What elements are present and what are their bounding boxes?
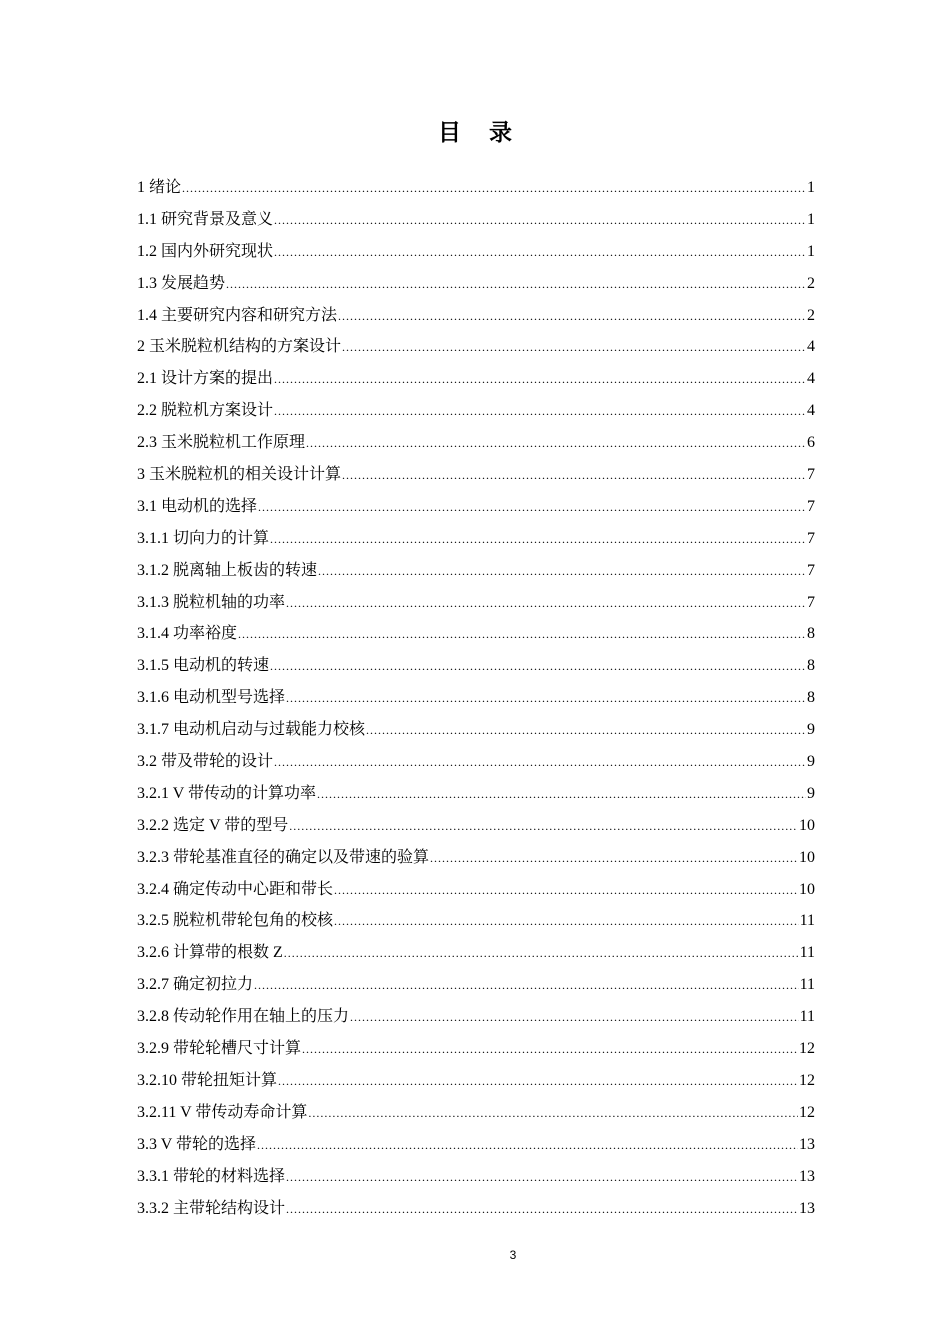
toc-entry-page: 9 [807, 753, 815, 771]
toc-leader-dots [430, 843, 798, 875]
toc-leader-dots [226, 269, 806, 301]
toc-entry[interactable] [137, 810, 815, 842]
toc-entry-page: 13 [799, 1167, 815, 1185]
toc-entry[interactable] [137, 937, 815, 969]
toc-leader-dots [258, 492, 806, 524]
toc-leader-dots [274, 205, 806, 237]
toc-entry-title: 1.4 主要研究内容和研究方法 [137, 306, 338, 324]
toc-entry-title: 3.1.2 脱离轴上板齿的转速 [137, 561, 318, 579]
toc-entry-page: 11 [799, 976, 815, 994]
toc-entry-title: 3.1.5 电动机的转速 [137, 657, 270, 675]
toc-entry[interactable] [137, 682, 815, 714]
toc-entry-title: 3.2.6 计算带的根数 Z [137, 944, 283, 962]
toc-leader-dots [254, 970, 799, 1002]
toc-entry[interactable] [137, 459, 815, 491]
toc-entry[interactable] [137, 746, 815, 778]
toc-entry-page: 7 [807, 466, 815, 484]
toc-leader-dots [308, 1098, 798, 1130]
toc-entry[interactable] [137, 1161, 815, 1193]
toc-entry[interactable] [137, 427, 815, 459]
toc-leader-dots [286, 1194, 798, 1226]
toc-leader-dots [366, 715, 806, 747]
toc-entry-page: 4 [807, 338, 815, 356]
toc-entry-page: 12 [799, 1040, 815, 1058]
page-number: 3 [509, 1248, 517, 1262]
toc-entry[interactable] [137, 363, 815, 395]
toc-entry-title: 3.2.4 确定传动中心距和带长 [137, 880, 334, 898]
toc-leader-dots [350, 1002, 799, 1034]
toc-entry[interactable] [137, 1065, 815, 1097]
toc-entry[interactable] [137, 618, 815, 650]
toc-entry[interactable] [137, 905, 815, 937]
toc-entry-page: 7 [807, 529, 815, 547]
toc-entry-title: 3.2 带及带轮的设计 [137, 753, 274, 771]
toc-entry-title: 3.2.8 传动轮作用在轴上的压力 [137, 1008, 350, 1026]
toc-entry-page: 12 [799, 1071, 815, 1089]
toc-entry-page: 11 [799, 912, 815, 930]
toc-entry-title: 3 玉米脱粒机的相关设计计算 [137, 466, 342, 484]
toc-leader-dots [286, 588, 806, 620]
toc-entry[interactable] [137, 523, 815, 555]
toc-leader-dots [302, 1034, 798, 1066]
toc-leader-dots [338, 301, 806, 333]
toc-entry-title: 3.1.6 电动机型号选择 [137, 689, 286, 707]
toc-entry-page: 4 [807, 370, 815, 388]
toc-entry[interactable] [137, 204, 815, 236]
toc-leader-dots [274, 364, 806, 396]
toc-entry-title: 1.3 发展趋势 [137, 274, 226, 292]
toc-entry[interactable] [137, 491, 815, 523]
toc-title: 目 录 [437, 120, 522, 146]
toc-leader-dots [286, 1162, 798, 1194]
toc-entry-title: 3.1.3 脱粒机轴的功率 [137, 593, 286, 611]
toc-entry-title: 2.2 脱粒机方案设计 [137, 402, 274, 420]
toc-entry-title: 3.2.1 V 带传动的计算功率 [137, 784, 316, 802]
toc-entry-page: 13 [799, 1199, 815, 1217]
toc-entry-title: 3.3 V 带轮的选择 [137, 1135, 256, 1153]
toc-entry-title: 3.2.2 选定 V 带的型号 [137, 816, 289, 834]
toc-entry[interactable] [137, 1129, 815, 1161]
toc-entry-page: 9 [807, 721, 815, 739]
toc-entry-title: 2.3 玉米脱粒机工作原理 [137, 434, 306, 452]
toc-entry[interactable] [137, 842, 815, 874]
toc-entry[interactable] [137, 587, 815, 619]
toc-leader-dots [286, 683, 806, 715]
toc-leader-dots [182, 173, 806, 205]
toc-entry-title: 3.3.2 主带轮结构设计 [137, 1199, 286, 1217]
toc-entry-page: 11 [799, 944, 815, 962]
toc-entry-title: 1.1 研究背景及意义 [137, 210, 274, 228]
toc-entry-page: 2 [807, 274, 815, 292]
toc-leader-dots [342, 332, 806, 364]
toc-entry-title: 3.2.5 脱粒机带轮包角的校核 [137, 912, 334, 930]
toc-entry-page: 6 [807, 434, 815, 452]
toc-entry[interactable] [137, 395, 815, 427]
toc-entry[interactable] [137, 268, 815, 300]
toc-entry[interactable] [137, 1193, 815, 1225]
toc-entry-page: 8 [807, 657, 815, 675]
toc-entry-title: 3.2.10 带轮扭矩计算 [137, 1071, 278, 1089]
toc-entry[interactable] [137, 778, 815, 810]
toc-leader-dots [334, 875, 798, 907]
toc-entry-page: 8 [807, 689, 815, 707]
toc-entry-title: 3.2.9 带轮轮槽尺寸计算 [137, 1040, 302, 1058]
toc-entry[interactable] [137, 650, 815, 682]
toc-leader-dots [318, 556, 806, 588]
toc-entry-title: 3.2.11 V 带传动寿命计算 [137, 1103, 308, 1121]
toc-leader-dots [274, 396, 806, 428]
toc-leader-dots [334, 906, 799, 938]
toc-entry-page: 8 [807, 625, 815, 643]
toc-entry-page: 1 [807, 242, 815, 260]
toc-leader-dots [289, 811, 798, 843]
toc-entry[interactable] [137, 874, 815, 906]
toc-entry-title: 2.1 设计方案的提出 [137, 370, 274, 388]
toc-entry-page: 7 [807, 593, 815, 611]
toc-entry-title: 1.2 国内外研究现状 [137, 242, 274, 260]
toc-entry-title: 3.1.4 功率裕度 [137, 625, 238, 643]
toc-list [137, 172, 815, 1224]
toc-entry-page: 1 [807, 210, 815, 228]
toc-entry[interactable] [137, 1001, 815, 1033]
toc-leader-dots [284, 938, 799, 970]
toc-entry[interactable] [137, 172, 815, 204]
toc-entry-title: 3.2.7 确定初拉力 [137, 976, 254, 994]
toc-entry-page: 11 [799, 1008, 815, 1026]
toc-entry-title: 3.1.1 切向力的计算 [137, 529, 270, 547]
toc-entry-page: 7 [807, 561, 815, 579]
toc-entry-page: 9 [807, 784, 815, 802]
toc-entry-page: 10 [799, 848, 815, 866]
toc-leader-dots [342, 460, 806, 492]
toc-leader-dots [274, 747, 806, 779]
toc-leader-dots [238, 619, 806, 651]
toc-entry-page: 7 [807, 497, 815, 515]
toc-leader-dots [278, 1066, 798, 1098]
toc-leader-dots [257, 1130, 798, 1162]
toc-leader-dots [270, 651, 806, 683]
toc-entry-title: 2 玉米脱粒机结构的方案设计 [137, 338, 342, 356]
toc-entry-title: 1 绪论 [137, 179, 182, 196]
toc-leader-dots [270, 524, 806, 556]
toc-entry[interactable] [137, 1097, 815, 1129]
toc-entry-title: 3.1.7 电动机启动与过载能力校核 [137, 721, 366, 739]
toc-leader-dots [274, 237, 806, 269]
toc-entry-page: 10 [799, 816, 815, 834]
toc-entry-title: 3.3.1 带轮的材料选择 [137, 1167, 286, 1185]
toc-entry[interactable] [137, 1033, 815, 1065]
toc-entry-page: 13 [799, 1135, 815, 1153]
toc-entry-page: 4 [807, 402, 815, 420]
toc-entry-page: 12 [799, 1103, 815, 1121]
toc-entry[interactable] [137, 714, 815, 746]
toc-entry[interactable] [137, 236, 815, 268]
toc-entry-page: 10 [799, 880, 815, 898]
toc-entry-title: 3.2.3 带轮基准直径的确定以及带速的验算 [137, 848, 430, 866]
toc-entry-page: 1 [807, 179, 815, 196]
toc-entry[interactable] [137, 555, 815, 587]
toc-leader-dots [306, 428, 806, 460]
toc-entry-title: 3.1 电动机的选择 [137, 497, 258, 515]
toc-entry-page: 2 [807, 306, 815, 324]
toc-leader-dots [317, 779, 806, 811]
toc-entry[interactable] [137, 300, 815, 332]
toc-entry[interactable] [137, 969, 815, 1001]
toc-entry[interactable] [137, 331, 815, 363]
